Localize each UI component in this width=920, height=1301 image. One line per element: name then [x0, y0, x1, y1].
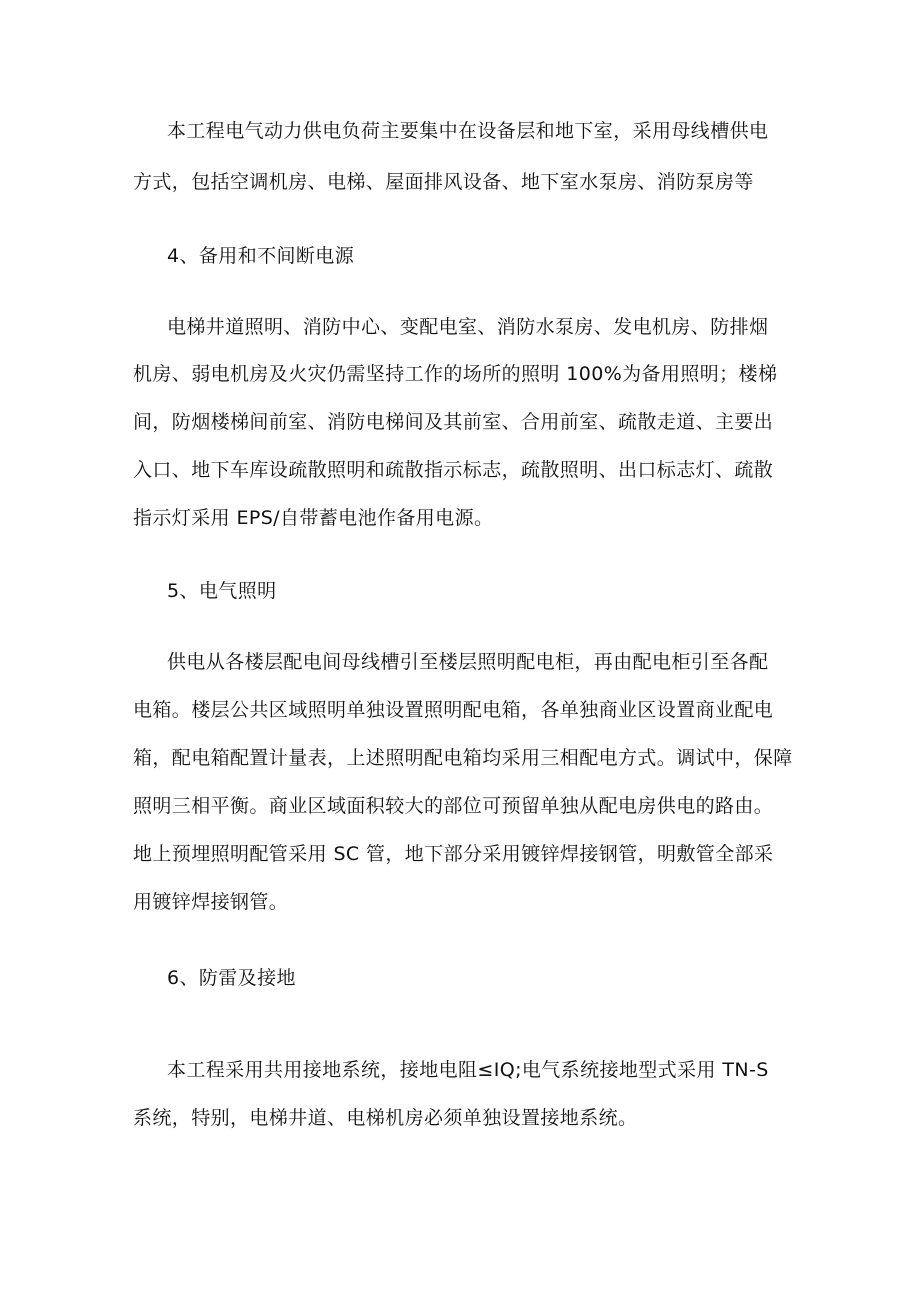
paragraph-power-line: 方式，包括空调机房、电梯、屋面排风设备、地下室水泵房、消防泵房等: [133, 171, 754, 193]
paragraph-backup-line: 指示灯采用 EPS/自带蓄电池作备用电源。: [133, 507, 494, 529]
paragraph-grounding-line: 本工程采用共用接地系统，接地电阻≤IQ;电气系统接地型式采用 TN-S: [167, 1059, 769, 1081]
section-heading-grounding: 6、防雷及接地: [167, 967, 296, 989]
paragraph-backup-line: 机房、弱电机房及火灾仍需坚持工作的场所的照明 100%为备用照明；楼梯: [133, 363, 778, 385]
paragraph-grounding-line: 系统，特别，电梯井道、电梯机房必须单独设置接地系统。: [133, 1107, 638, 1129]
paragraph-power-line: 本工程电气动力供电负荷主要集中在设备层和地下室，采用母线槽供电: [167, 120, 769, 142]
paragraph-lighting-line: 照明三相平衡。商业区域面积较大的部位可预留单独从配电房供电的路由。: [133, 795, 774, 817]
paragraph-backup-line: 入口、地下车库设疏散照明和疏散指示标志，疏散照明、出口标志灯、疏散: [133, 459, 774, 481]
paragraph-lighting-line: 供电从各楼层配电间母线槽引至楼层照明配电柜，再由配电柜引至各配: [167, 651, 769, 673]
paragraph-backup-line: 间，防烟楼梯间前室、消防电梯间及其前室、合用前室、疏散走道、主要出: [133, 411, 774, 433]
paragraph-lighting-line: 地上预埋照明配管采用 SC 管，地下部分采用镀锌焊接钢管，明敷管全部采: [133, 843, 774, 865]
paragraph-backup-line: 电梯井道照明、消防中心、变配电室、消防水泵房、发电机房、防排烟: [167, 316, 769, 338]
paragraph-lighting-line: 箱，配电箱配置计量表，上述照明配电箱均采用三相配电方式。调试中，保障: [133, 747, 793, 769]
section-heading-backup-power: 4、备用和不间断电源: [167, 245, 355, 267]
paragraph-lighting-line: 用镀锌焊接钢管。: [133, 891, 289, 913]
paragraph-lighting-line: 电箱。楼层公共区域照明单独设置照明配电箱，各单独商业区设置商业配电: [133, 699, 774, 721]
section-heading-lighting: 5、电气照明: [167, 580, 277, 602]
